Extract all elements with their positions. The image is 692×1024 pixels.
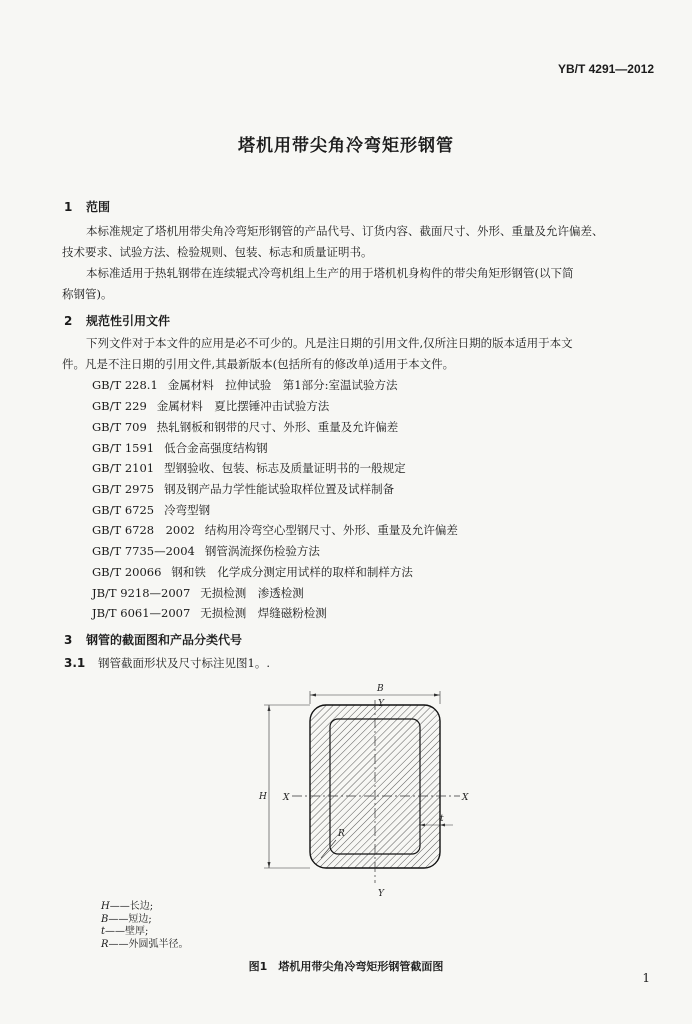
reference-item: [92, 460, 406, 476]
ref-code: JB/T 6061—2007: [92, 606, 191, 620]
figure-caption: 图1 塔机用带尖角冷弯矩形钢管截面图: [248, 960, 444, 973]
figure-legend: [101, 901, 189, 951]
ref-code: GB/T 2975: [92, 482, 155, 496]
legend-symbol: H: [101, 901, 110, 912]
reference-item: [92, 522, 458, 538]
reference-item: [92, 377, 397, 393]
ref-title: 钢及钢产品力学性能试验取样位置及试样制备: [164, 482, 395, 496]
section-number: 1: [64, 200, 73, 214]
section-1-heading: [64, 198, 110, 215]
tube-cross-section-figure: [240, 678, 480, 900]
label-b: B: [377, 684, 384, 694]
section-title: 范围: [86, 200, 111, 214]
ref-title: 钢管涡流探伤检验方法: [204, 544, 320, 558]
legend-item: [101, 901, 189, 914]
reference-item: [92, 564, 413, 580]
ref-code: GB/T 2101: [92, 461, 155, 475]
ref-code: GB/T 228.1: [92, 378, 158, 392]
text-line: 本标准适用于热轧钢带在连续辊式冷弯机组上生产的用于塔机机身构件的带尖角矩形钢管(以下简: [86, 266, 574, 280]
ref-code: GB/T 6725: [92, 503, 155, 517]
label-x-right: X: [462, 793, 469, 803]
reference-item: [92, 585, 304, 601]
section-number: 3: [64, 633, 73, 647]
ref-code: GB/T 20066: [92, 565, 162, 579]
label-x-left: X: [283, 793, 290, 803]
section-1-paragraph-2: [62, 263, 656, 305]
ref-title: 无损检测 渗透检测: [200, 586, 304, 600]
reference-item: [92, 398, 329, 414]
label-y-bottom: Y: [378, 889, 384, 899]
standard-code-header: YB/T 4291—2012: [557, 62, 654, 76]
ref-title: 结构用冷弯空心型钢尺寸、外形、重量及允许偏差: [204, 523, 458, 537]
section-2-paragraph: [62, 333, 656, 375]
section-2-heading: [64, 312, 170, 329]
legend-item: [101, 926, 189, 939]
section-title: 钢管的截面图和产品分类代号: [86, 633, 243, 647]
legend-item: [101, 914, 189, 927]
section-3-heading: [64, 631, 242, 648]
reference-item: [92, 605, 327, 621]
height-dimension: [264, 705, 310, 868]
section-1-paragraph-1: [62, 221, 656, 263]
reference-item: [92, 440, 268, 456]
section-title: 规范性引用文件: [86, 314, 171, 328]
text-line: 称钢管)。: [62, 287, 113, 301]
text-line: 本标准规定了塔机用带尖角冷弯矩形钢管的产品代号、订货内容、截面尺寸、外形、重量及允许偏差、: [86, 224, 604, 238]
legend-text: ——短边;: [108, 913, 152, 925]
legend-text: ——外圆弧半径。: [108, 938, 189, 950]
document-title: 塔机用带尖角冷弯矩形钢管: [238, 136, 454, 156]
ref-title: 无损检测 焊缝磁粉检测: [200, 606, 327, 620]
ref-title: 热轧钢板和钢带的尺寸、外形、重量及允许偏差: [156, 420, 399, 434]
ref-title: 金属材料 拉伸试验 第1部分:室温试验方法: [167, 378, 398, 392]
legend-symbol: R: [101, 938, 109, 950]
ref-code: GB/T 229: [92, 399, 147, 413]
reference-item: [92, 419, 398, 435]
ref-title: 钢和铁 化学成分测定用试样的取样和制样方法: [171, 565, 413, 579]
section-number: 2: [64, 314, 73, 328]
label-t: t: [440, 814, 444, 824]
legend-text: ——壁厚;: [105, 926, 149, 937]
subsection-text: 钢管截面形状及尺寸标注见图1。.: [98, 656, 270, 670]
legend-text: ——长边;: [109, 901, 154, 912]
ref-code: GB/T 1591: [92, 441, 155, 455]
legend-item: [101, 939, 189, 952]
ref-code: GB/T 6728 2002: [92, 523, 195, 537]
subsection-number: 3.1: [64, 656, 86, 670]
ref-code: JB/T 9218—2007: [92, 586, 191, 600]
label-y-top: Y: [378, 699, 384, 709]
ref-title: 冷弯型钢: [164, 503, 211, 517]
text-line: 下列文件对于本文件的应用是必不可少的。凡是注日期的引用文件,仅所注日期的版本适用于本文: [86, 336, 573, 350]
label-h: H: [259, 792, 267, 802]
text-line: 件。凡是不注日期的引用文件,其最新版本(包括所有的修改单)适用于本文件。: [62, 357, 455, 371]
label-r: R: [338, 829, 345, 839]
subsection-3-1: [64, 655, 270, 671]
reference-item: [92, 502, 210, 518]
ref-title: 型钢验收、包装、标志及质量证明书的一般规定: [164, 461, 406, 475]
legend-symbol: B: [101, 913, 109, 925]
ref-title: 金属材料 夏比摆锤冲击试验方法: [156, 399, 330, 413]
legend-symbol: t: [101, 926, 106, 937]
ref-title: 低合金高强度结构钢: [164, 441, 268, 455]
reference-item: [92, 481, 394, 497]
reference-item: [92, 543, 320, 559]
page-number: 1: [642, 971, 650, 985]
ref-code: GB/T 7735—2004: [92, 544, 195, 558]
ref-code: GB/T 709: [92, 420, 147, 434]
text-line: 技术要求、试验方法、检验规则、包装、标志和质量证明书。: [62, 245, 373, 259]
